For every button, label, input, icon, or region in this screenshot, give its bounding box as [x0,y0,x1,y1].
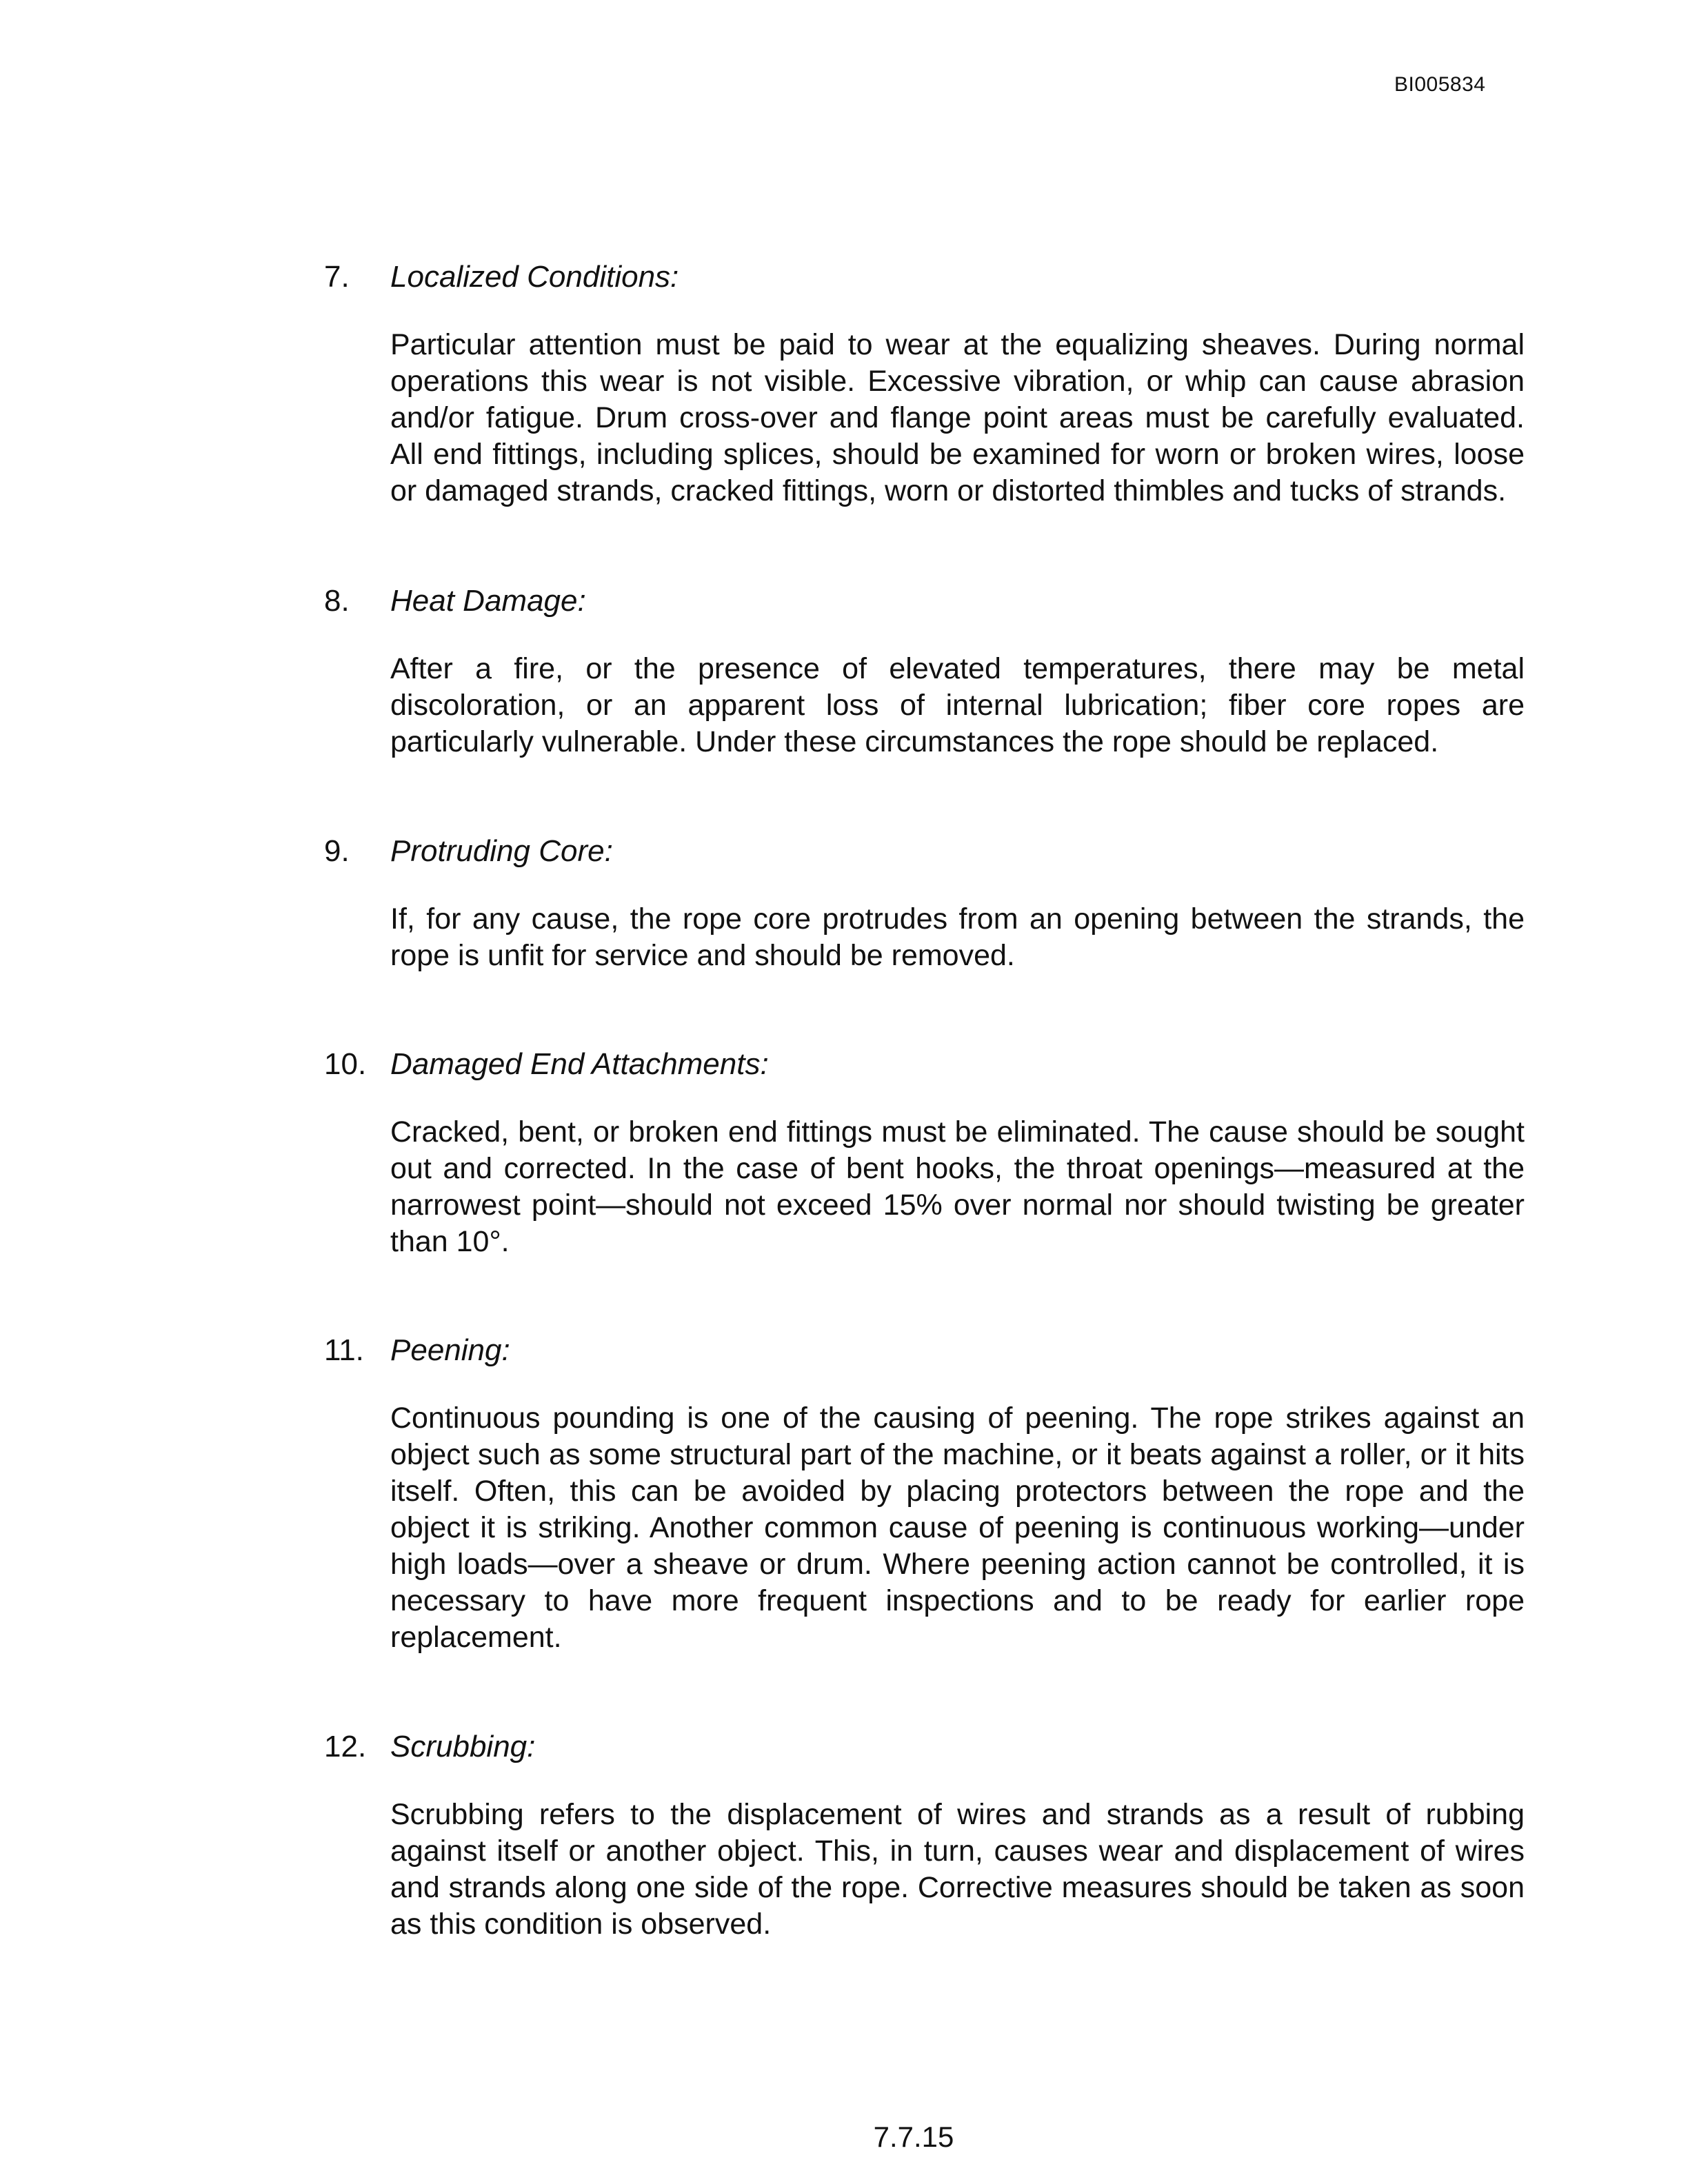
item-heading [0,1726,1688,1768]
item-body: Cracked, bent, or broken end fittings must be eliminated. The cause should be sought out and corrected. In the case of bent hooks, the throat openings—measured at the narrowest point—should not exceed 15% over normal nor should twisting be greater than 10°. [390,1115,1525,1258]
list-item [0,256,1688,509]
item-number: 8. [324,584,350,618]
list-item [0,1726,1688,1943]
item-body: Particular attention must be paid to wear at the equalizing sheaves. During normal operations this wear is not visible. Excessive vibration, or whip can cause abrasion and/or fatigue. Drum cross-over and flange point areas must be carefully evaluated. All end fittings, including splices, should be examined for worn or broken wires, loose or damaged strands, cracked fittings, worn or distorted thimbles and tucks of strands. [390,328,1525,507]
item-number: 7. [324,260,350,294]
item-title: Peening: [390,1333,510,1367]
item-title: Localized Conditions: [390,260,679,294]
item-title: Scrubbing: [390,1730,536,1763]
item-body: If, for any cause, the rope core protrudes from an opening between the strands, the rope is unfit for service and should be removed. [390,902,1525,972]
item-heading [0,256,1688,298]
item-heading [0,1330,1688,1371]
page-number: 7.7.15 [873,2121,954,2153]
item-heading [0,580,1688,622]
item-body: Continuous pounding is one of the causing of peening. The rope strikes against an object such as some structural part of the machine, or it beats against a roller, or it hits itself. Often, this can be avoided by placing protectors between the rope and the object it is striking. Another common cause of peening is continuous working—under high loads—over a sheave or drum. Where peening action cannot be controlled, it is necessary to have more frequent inspections and to be ready for earlier rope replacement. [390,1402,1525,1654]
item-number: 10. [324,1047,367,1081]
item-heading [0,1044,1688,1085]
list-item [0,831,1688,974]
list-item [0,1330,1688,1656]
item-number: 11. [324,1333,364,1367]
inspection-items [0,256,1688,1943]
document-id: BI005834 [1394,73,1486,96]
item-number: 9. [324,834,350,868]
item-title: Protruding Core: [390,834,613,868]
item-number: 12. [324,1730,367,1763]
list-item [0,1044,1688,1260]
item-heading [0,831,1688,872]
list-item [0,580,1688,760]
item-title: Damaged End Attachments: [390,1047,769,1081]
item-body: Scrubbing refers to the displacement of wires and strands as a result of rubbing against itself or another object. This, in turn, causes wear and displacement of wires and strands along one side of the rope. Corrective measures should be taken as soon as this condition is observed. [390,1798,1525,1941]
item-body: After a fire, or the presence of elevated temperatures, there may be metal discoloration, or an apparent loss of internal lubrication; fiber core ropes are particularly vulnerable. Under these circumstances the rope should be replaced. [390,652,1525,758]
item-title: Heat Damage: [390,584,586,618]
